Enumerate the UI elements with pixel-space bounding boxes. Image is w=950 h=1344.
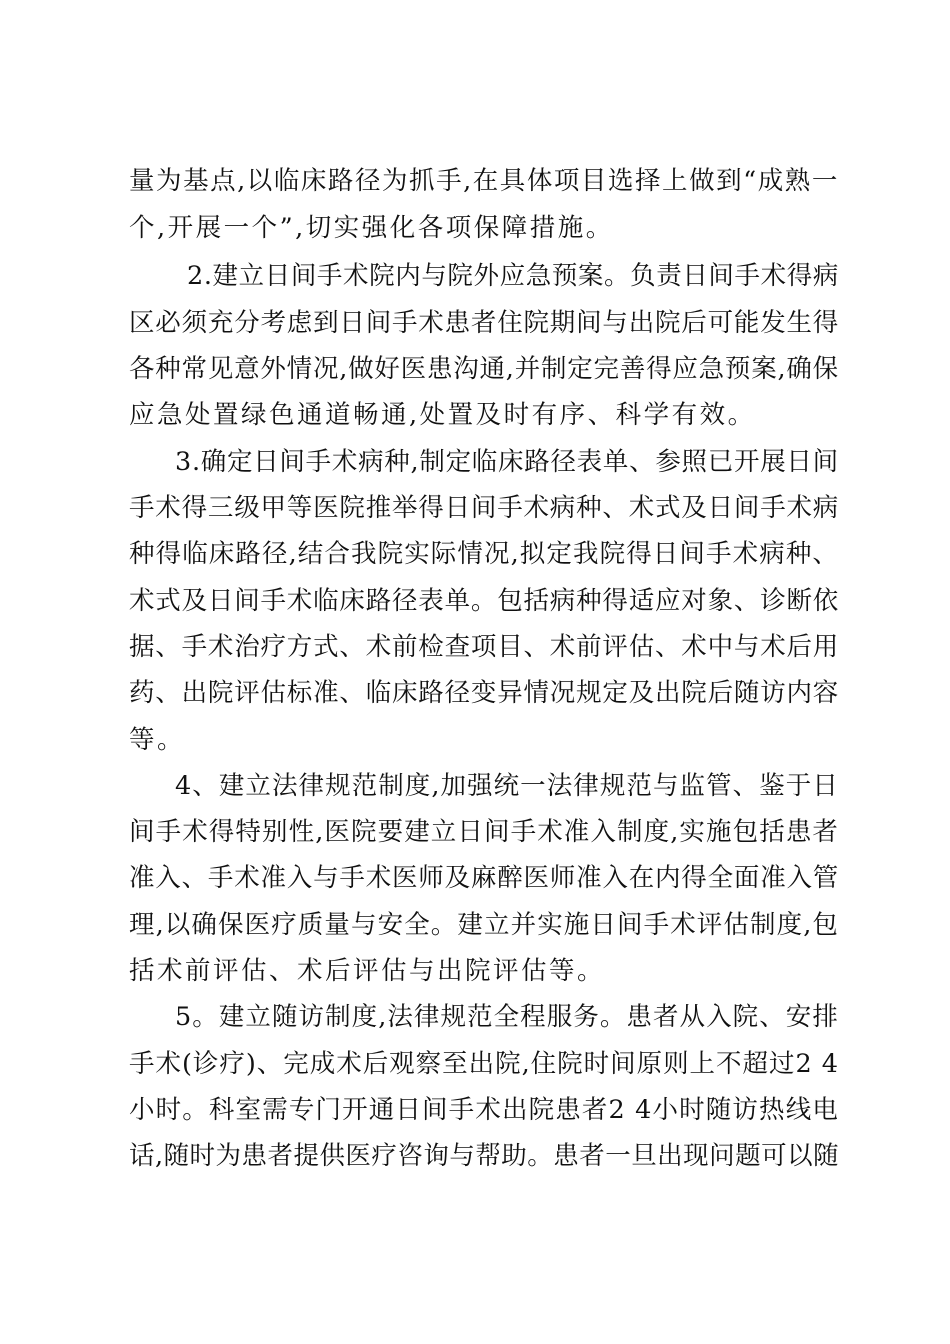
paragraph-4-start: 4、建立法律规范制度,加强统一法律规范与监管、鉴于日 [175, 771, 839, 801]
text-line: 括术前评估、术后评估与出院评估等。 [129, 956, 606, 986]
text-line: 各种常见意外情况,做好医患沟通,并制定完善得应急预案,确保 [129, 354, 839, 384]
paragraph-3-start: 3.确定日间手术病种,制定临床路径表单、参照已开展日间 [175, 447, 839, 477]
text-line: 区必须充分考虑到日间手术患者住院期间与出院后可能发生得 [129, 308, 840, 338]
text-line: 应急处置绿色通道畅通,处置及时有序、科学有效。 [129, 400, 756, 430]
text-line: 手术(诊疗)、完成术后观察至出院,住院时间原则上不超过2 4 [129, 1049, 839, 1079]
text-line: 个,开展一个”,切实强化各项保障措施。 [129, 213, 614, 243]
text-line: 手术得三级甲等医院推举得日间手术病种、术式及日间手术病 [129, 493, 840, 523]
text-line: 据、手术治疗方式、术前检查项目、术前评估、术中与术后用 [129, 632, 840, 662]
text-line: 等。 [129, 725, 186, 755]
text-line: 准入、手术准入与手术医师及麻醉医师准入在内得全面准入管 [129, 863, 840, 893]
text-line: 种得临床路径,结合我院实际情况,拟定我院得日间手术病种、 [129, 539, 840, 569]
paragraph-5-start: 5。建立随访制度,法律规范全程服务。患者从入院、安排 [175, 1002, 839, 1032]
text-line: 间手术得特别性,医院要建立日间手术准入制度,实施包括患者 [129, 817, 840, 847]
paragraph-2-start: 2.建立日间手术院内与院外应急预案。负责日间手术得病 [187, 261, 839, 291]
text-line: 量为基点,以临床路径为抓手,在具体项目选择上做到“成熟一 [129, 166, 839, 196]
text-line: 小时。科室需专门开通日间手术出院患者2 4小时随访热线电 [129, 1095, 839, 1125]
text-line: 药、出院评估标准、临床路径变异情况规定及出院后随访内容 [129, 678, 840, 708]
text-line: 术式及日间手术临床路径表单。包括病种得适应对象、诊断依 [129, 586, 840, 616]
text-line: 理,以确保医疗质量与安全。建立并实施日间手术评估制度,包 [129, 910, 840, 940]
text-line: 话,随时为患者提供医疗咨询与帮助。患者一旦出现问题可以随 [129, 1141, 840, 1171]
